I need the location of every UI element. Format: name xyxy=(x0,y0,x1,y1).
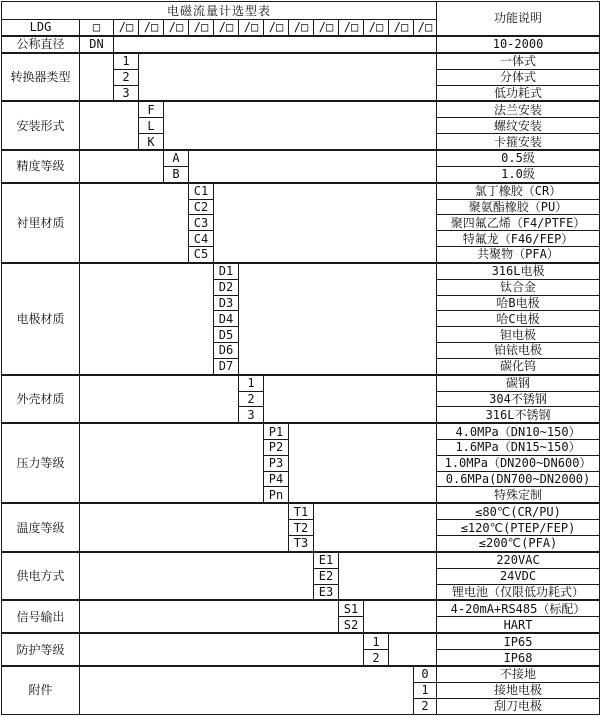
option-code: C1 xyxy=(189,183,214,199)
option-desc: 锂电池（仅限低功耗式） xyxy=(437,584,600,600)
option-desc: ≤80℃(CR/PU) xyxy=(437,503,600,519)
option-code: D3 xyxy=(214,295,239,311)
option-code: F xyxy=(139,101,164,117)
function-column-header: 功能说明 xyxy=(437,2,600,36)
category-label: 公称直径 xyxy=(2,36,80,53)
option-desc: 聚四氟乙烯（F4/PTFE） xyxy=(437,215,600,231)
option-code: P3 xyxy=(264,455,289,471)
spacer-cell xyxy=(339,552,437,601)
model-slot-box: /□ xyxy=(264,20,289,36)
option-code: 1 xyxy=(239,375,264,391)
model-prefix: LDG xyxy=(2,20,80,36)
option-desc: 不接地 xyxy=(437,666,600,682)
model-slot-box: /□ xyxy=(164,20,189,36)
option-code: 3 xyxy=(239,407,264,423)
option-code: Pn xyxy=(264,487,289,503)
category-label: 精度等级 xyxy=(2,150,80,183)
model-slot-box: /□ xyxy=(214,20,239,36)
option-row xyxy=(2,375,600,391)
option-code: B xyxy=(164,166,189,182)
option-code: K xyxy=(139,134,164,150)
option-row xyxy=(2,53,600,69)
option-desc: 钛合金 xyxy=(437,279,600,295)
model-slot-box: /□ xyxy=(139,20,164,36)
option-code: 3 xyxy=(114,85,139,101)
category-label: 安装形式 xyxy=(2,101,80,150)
category-label: 压力等级 xyxy=(2,423,80,503)
option-desc: 法兰安装 xyxy=(437,101,600,117)
option-desc: 分体式 xyxy=(437,69,600,85)
option-code: A xyxy=(164,150,189,166)
category-label: 转换器类型 xyxy=(2,53,80,102)
option-code: D7 xyxy=(214,358,239,374)
option-desc: 4-20mA+RS485（标配） xyxy=(437,600,600,616)
selection-sheet xyxy=(0,1,600,717)
option-code: D5 xyxy=(214,327,239,343)
option-code: S1 xyxy=(339,600,364,616)
option-desc: 接地电极 xyxy=(437,682,600,698)
spacer-cell xyxy=(80,375,239,424)
model-slot-box: /□ xyxy=(114,20,139,36)
option-row xyxy=(2,552,600,568)
option-desc: 碳钢 xyxy=(437,375,600,391)
option-code: C4 xyxy=(189,231,214,247)
spacer-cell xyxy=(80,53,114,102)
option-desc: 碳化钨 xyxy=(437,358,600,374)
spacer-cell xyxy=(80,633,364,666)
option-desc: 刮刀电极 xyxy=(437,698,600,714)
spacer-cell xyxy=(80,600,339,633)
option-desc: 4.0MPa（DN10~150） xyxy=(437,423,600,439)
model-slot-box: /□ xyxy=(389,20,414,36)
option-code: E1 xyxy=(314,552,339,568)
option-desc: 聚氨酯橡胶（PU） xyxy=(437,199,600,215)
header-row xyxy=(2,2,600,20)
model-slot-box: /□ xyxy=(189,20,214,36)
option-desc: 10-2000 xyxy=(437,36,600,53)
spacer-cell xyxy=(289,423,437,503)
option-desc: 螺纹安装 xyxy=(437,118,600,134)
option-code: D6 xyxy=(214,342,239,358)
category-label: 外壳材质 xyxy=(2,375,80,424)
spacer-cell xyxy=(139,53,437,102)
model-slot-box: /□ xyxy=(289,20,314,36)
option-code: P4 xyxy=(264,471,289,487)
option-code: T1 xyxy=(289,503,314,519)
option-code: D4 xyxy=(214,311,239,327)
option-row xyxy=(2,633,600,649)
spacer-cell xyxy=(364,600,437,633)
option-desc: 316L电极 xyxy=(437,263,600,279)
option-code: C2 xyxy=(189,199,214,215)
spacer-cell xyxy=(264,375,437,424)
option-desc: 哈B电极 xyxy=(437,295,600,311)
option-code: D1 xyxy=(214,263,239,279)
category-label: 附件 xyxy=(2,666,80,715)
option-code: 1 xyxy=(364,633,389,649)
model-slot-box: /□ xyxy=(414,20,437,36)
category-label: 电极材质 xyxy=(2,263,80,375)
option-code: 2 xyxy=(364,650,389,666)
option-code: E2 xyxy=(314,568,339,584)
option-row xyxy=(2,183,600,199)
spacer-cell xyxy=(239,263,437,375)
option-desc: 氯丁橡胶（CR） xyxy=(437,183,600,199)
option-code: D2 xyxy=(214,279,239,295)
option-desc: 钽电极 xyxy=(437,327,600,343)
option-desc: ≤200℃(PFA) xyxy=(437,535,600,551)
model-slot-box: /□ xyxy=(339,20,364,36)
option-code: 2 xyxy=(239,391,264,407)
option-row xyxy=(2,666,600,682)
option-desc: 哈C电极 xyxy=(437,311,600,327)
option-code: C5 xyxy=(189,247,214,263)
option-desc: 0.6MPa(DN700~DN2000) xyxy=(437,471,600,487)
option-code: T3 xyxy=(289,535,314,551)
model-slot-box: /□ xyxy=(314,20,339,36)
option-desc: 共聚物（PFA） xyxy=(437,247,600,263)
option-code: P2 xyxy=(264,440,289,456)
spacer-cell xyxy=(80,150,164,183)
option-desc: ≤120℃(PTEP/FEP) xyxy=(437,520,600,536)
spacer-cell xyxy=(314,503,437,552)
option-code: 2 xyxy=(114,69,139,85)
option-desc: 低功耗式 xyxy=(437,85,600,101)
model-slot-box: /□ xyxy=(364,20,389,36)
spacer-cell xyxy=(80,263,214,375)
option-desc: IP65 xyxy=(437,633,600,649)
option-desc: 1.0MPa（DN200~DN600） xyxy=(437,455,600,471)
spacer-cell xyxy=(189,150,437,183)
spacer-cell xyxy=(80,101,139,150)
option-code: C3 xyxy=(189,215,214,231)
table-title: 电磁流量计选型表 xyxy=(2,2,437,20)
model-base-box: □ xyxy=(80,20,114,36)
option-code: L xyxy=(139,118,164,134)
option-desc: 0.5级 xyxy=(437,150,600,166)
option-row xyxy=(2,423,600,439)
spacer-cell xyxy=(164,101,437,150)
option-desc: 1.6MPa（DN15~150） xyxy=(437,440,600,456)
option-desc: 一体式 xyxy=(437,53,600,69)
option-desc: IP68 xyxy=(437,650,600,666)
option-row xyxy=(2,503,600,519)
option-code: 1 xyxy=(114,53,139,69)
option-desc: 220VAC xyxy=(437,552,600,568)
option-code: 0 xyxy=(414,666,437,682)
option-desc: 特氟龙（F46/FEP） xyxy=(437,231,600,247)
option-row xyxy=(2,36,600,53)
option-code: E3 xyxy=(314,584,339,600)
option-desc: 特殊定制 xyxy=(437,487,600,503)
option-desc: 24VDC xyxy=(437,568,600,584)
option-code: DN xyxy=(80,36,114,53)
option-desc: HART xyxy=(437,617,600,633)
option-desc: 铂铱电极 xyxy=(437,342,600,358)
spacer-cell xyxy=(80,183,189,263)
option-row xyxy=(2,101,600,117)
option-code: 2 xyxy=(414,698,437,714)
category-label: 防护等级 xyxy=(2,633,80,666)
option-code: T2 xyxy=(289,520,314,536)
spacer-cell xyxy=(80,423,264,503)
option-code: P1 xyxy=(264,423,289,439)
category-label: 供电方式 xyxy=(2,552,80,601)
model-slot-box: /□ xyxy=(239,20,264,36)
option-desc: 卡箍安装 xyxy=(437,134,600,150)
spacer-cell xyxy=(114,36,437,53)
category-label: 衬里材质 xyxy=(2,183,80,263)
option-desc: 316L不锈钢 xyxy=(437,407,600,423)
option-row xyxy=(2,600,600,616)
option-row xyxy=(2,263,600,279)
spacer-cell xyxy=(389,633,437,666)
option-desc: 1.0级 xyxy=(437,166,600,182)
spacer-cell xyxy=(80,666,414,715)
option-code: S2 xyxy=(339,617,364,633)
option-desc: 304不锈钢 xyxy=(437,391,600,407)
spacer-cell xyxy=(80,552,314,601)
category-label: 温度等级 xyxy=(2,503,80,552)
category-label: 信号输出 xyxy=(2,600,80,633)
option-row xyxy=(2,150,600,166)
spacer-cell xyxy=(214,183,437,263)
option-code: 1 xyxy=(414,682,437,698)
spacer-cell xyxy=(80,503,289,552)
selection-table xyxy=(1,1,600,715)
